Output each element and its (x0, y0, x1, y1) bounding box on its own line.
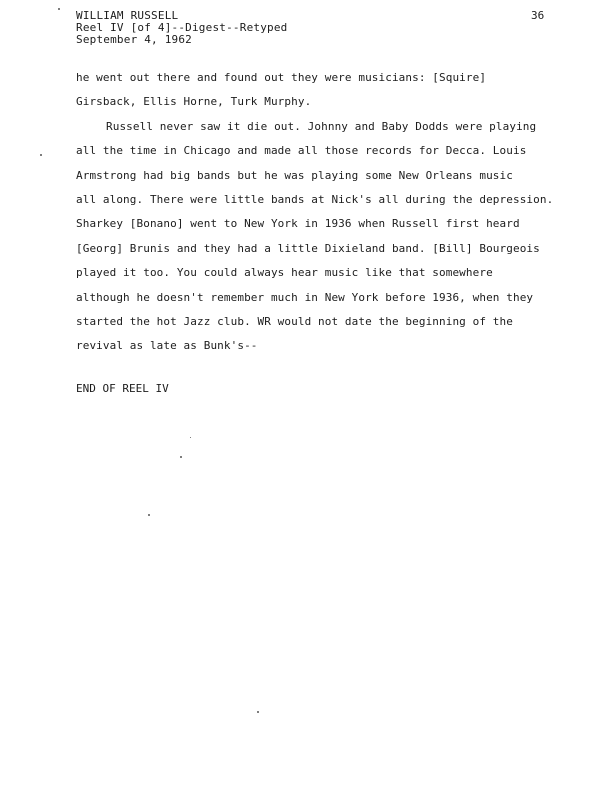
body-line: [Georg] Brunis and they had a little Dixieland band. [Bill] Bourgeois (76, 241, 540, 255)
scan-speck (58, 8, 60, 10)
end-of-reel-note: END OF REEL IV (76, 382, 169, 395)
body-line: all the time in Chicago and made all those records for Decca. Louis (76, 144, 527, 158)
body-line: Girsback, Ellis Horne, Turk Murphy. (76, 95, 312, 109)
page-number: 36 (531, 9, 545, 22)
body-line: revival as late as Bunk's-- (76, 339, 258, 353)
transcript-body (76, 66, 606, 359)
body-line: although he doesn't remember much in New York before 1936, when they (76, 290, 534, 304)
header-reel-info: Reel IV [of 4]--Digest--Retyped (76, 21, 288, 34)
body-line: he went out there and found out they were musicians: [Squire] (76, 71, 487, 84)
scan-speck (148, 514, 150, 516)
header-date: September 4, 1962 (76, 33, 192, 46)
body-line: all along. There were little bands at Nick's all during the depression. (76, 192, 554, 206)
body-line: played it too. You could always hear music like that somewhere (76, 266, 493, 280)
body-line: started the hot Jazz club. WR would not date the beginning of the (76, 314, 513, 328)
scan-speck (257, 711, 259, 713)
scan-speck (40, 154, 42, 156)
scan-speck (180, 456, 182, 458)
body-line: Russell never saw it die out. Johnny and Baby Dodds were playing (106, 119, 537, 133)
body-line: Armstrong had big bands but he was playing some New Orleans music (76, 168, 513, 182)
document-header (76, 10, 288, 46)
scan-speck (190, 437, 191, 438)
body-line: Sharkey [Bonano] went to New York in 1936 when Russell first heard (76, 217, 520, 231)
header-title: WILLIAM RUSSELL (76, 9, 179, 22)
